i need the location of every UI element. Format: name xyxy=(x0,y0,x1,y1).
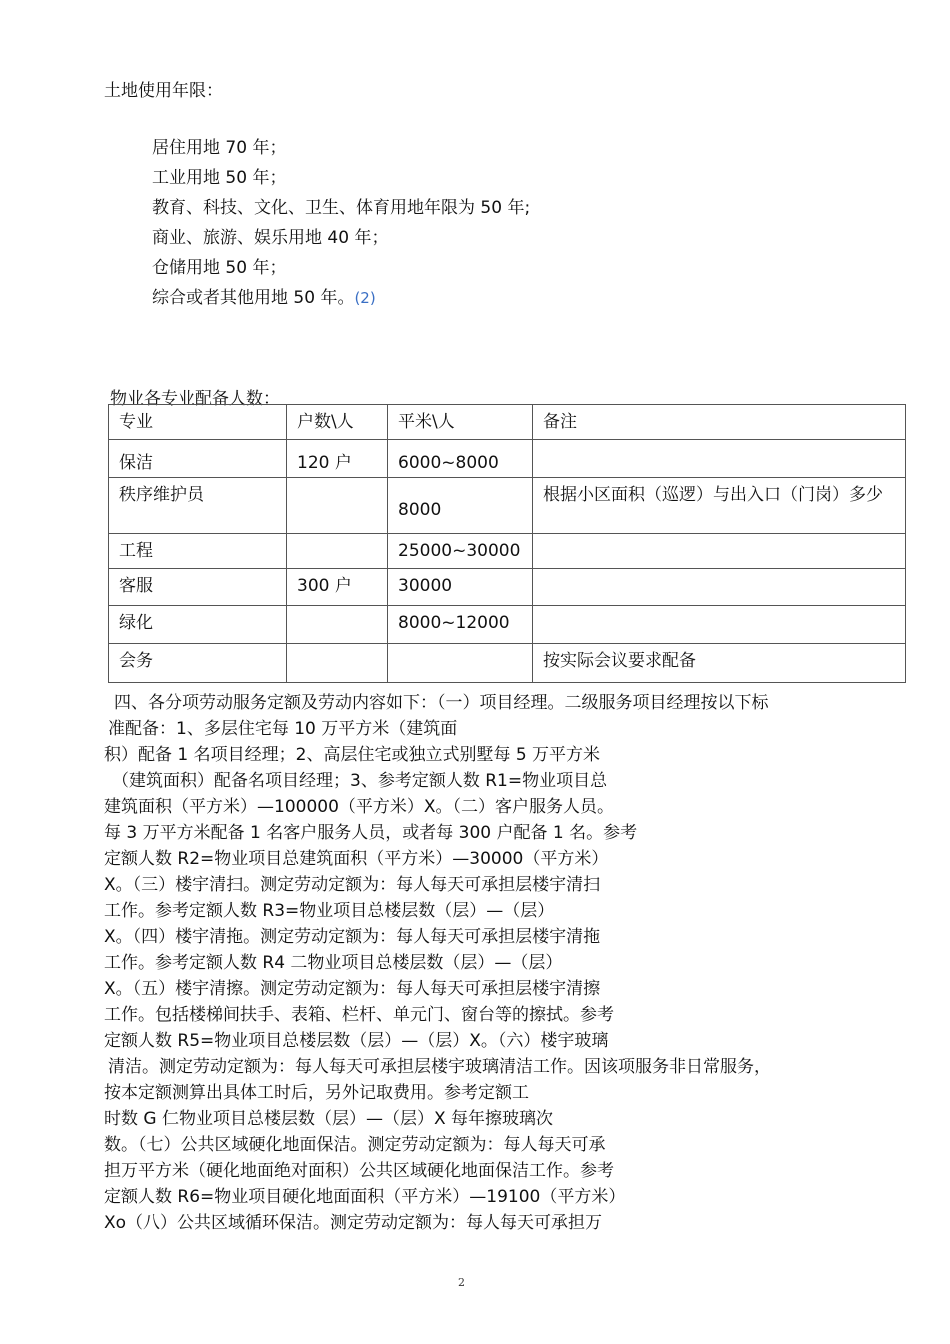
table-cell: 工程 xyxy=(109,534,287,569)
body-line: 时数 G 仁物业项目总楼层数（层）—（层）X 每年擦玻璃次 xyxy=(104,1109,554,1129)
table-cell xyxy=(287,478,388,534)
table-cell: 6000~8000 xyxy=(388,440,533,478)
body-line: 工作。参考定额人数 R3=物业项目总楼层数（层）—（层） xyxy=(104,901,555,921)
table-cell: 30000 xyxy=(388,569,533,606)
page-number: 2 xyxy=(458,1276,465,1289)
table-cell: 会务 xyxy=(109,644,287,683)
land-use-item: 工业用地 50 年； xyxy=(152,168,287,188)
land-use-item-text: 综合或者其他用地 50 年。 xyxy=(152,288,355,308)
table-cell: 客服 xyxy=(109,569,287,606)
land-use-heading: 土地使用年限： xyxy=(104,81,223,101)
header-cell: 平米\人 xyxy=(388,405,533,440)
body-line: 准配备：1、多层住宅每 10 万平方米（建筑面 xyxy=(108,719,458,739)
header-cell: 专业 xyxy=(109,405,287,440)
table-cell xyxy=(533,534,906,569)
body-line: 每 3 万平方米配备 1 名客户服务人员，或者每 300 户配备 1 名。参考 xyxy=(104,823,638,843)
land-use-item: 居住用地 70 年； xyxy=(152,138,287,158)
body-line: 定额人数 R2=物业项目总建筑面积（平方米）—30000（平方米） xyxy=(104,849,609,869)
table-cell xyxy=(533,606,906,644)
body-line: 建筑面积（平方米）—100000（平方米）X。（二）客户服务人员。 xyxy=(104,797,615,817)
header-cell: 户数\人 xyxy=(287,405,388,440)
table-cell: 秩序维护员 xyxy=(109,478,287,534)
body-line: （建筑面积）配备名项目经理；3、参考定额人数 R1=物业项目总 xyxy=(112,771,608,791)
body-line: 担万平方米（硬化地面绝对面积）公共区域硬化地面保洁工作。参考 xyxy=(104,1161,614,1181)
body-line: 积）配备 1 名项目经理；2、高层住宅或独立式别墅每 5 万平方米 xyxy=(104,745,601,765)
table-header-row xyxy=(109,405,906,440)
footnote-reference[interactable]: (2) xyxy=(354,289,376,307)
body-line: Xo（八）公共区域循环保洁。测定劳动定额为：每人每天可承担万 xyxy=(104,1213,603,1233)
table-row xyxy=(109,606,906,644)
body-line: X。（四）楼宇清拖。测定劳动定额为：每人每天可承担层楼宇清拖 xyxy=(104,927,601,947)
body-line: 工作。参考定额人数 R4 二物业项目总楼层数（层）—（层） xyxy=(104,953,563,973)
body-line: X。（三）楼宇清扫。测定劳动定额为：每人每天可承担层楼宇清扫 xyxy=(104,875,601,895)
table-row xyxy=(109,569,906,606)
staffing-table xyxy=(108,404,906,683)
header-cell: 备注 xyxy=(533,405,906,440)
table-cell: 25000~30000 xyxy=(388,534,533,569)
table-cell xyxy=(287,644,388,683)
body-line: X。（五）楼宇清擦。测定劳动定额为：每人每天可承担层楼宇清擦 xyxy=(104,979,601,999)
table-cell xyxy=(388,644,533,683)
table-cell xyxy=(533,569,906,606)
body-line: 工作。包括楼梯间扶手、表箱、栏杆、单元门、窗台等的擦拭。参考 xyxy=(104,1005,614,1025)
land-use-item-last xyxy=(152,283,376,308)
table-row xyxy=(109,534,906,569)
table-cell: 300 户 xyxy=(287,569,388,606)
table-row xyxy=(109,644,906,683)
table-cell xyxy=(533,440,906,478)
body-line: 数。（七）公共区域硬化地面保洁。测定劳动定额为：每人每天可承 xyxy=(104,1135,606,1155)
body-line: 定额人数 R6=物业项目硬化地面面积（平方米）—19100（平方米） xyxy=(104,1187,626,1207)
table-cell: 保洁 xyxy=(109,440,287,478)
table-cell: 根据小区面积（巡逻）与出入口（门岗）多少 xyxy=(533,478,906,534)
table-cell: 120 户 xyxy=(287,440,388,478)
table-cell: 绿化 xyxy=(109,606,287,644)
table-row xyxy=(109,440,906,478)
table-row xyxy=(109,478,906,534)
body-line: 清洁。测定劳动定额为：每人每天可承担层楼宇玻璃清洁工作。因该项服务非日常服务， xyxy=(108,1057,771,1077)
body-line: 定额人数 R5=物业项目总楼层数（层）—（层）X。（六）楼宇玻璃 xyxy=(104,1031,609,1051)
body-line: 四、各分项劳动服务定额及劳动内容如下：（一）项目经理。二级服务项目经理按以下标 xyxy=(114,693,769,713)
land-use-item: 商业、旅游、娱乐用地 40 年； xyxy=(152,228,389,248)
table-cell xyxy=(287,534,388,569)
table-cell: 8000~12000 xyxy=(388,606,533,644)
staffing-heading: 物业各专业配备人数： xyxy=(110,389,280,409)
table-cell: 按实际会议要求配备 xyxy=(533,644,906,683)
body-line: 按本定额测算出具体工时后，另外记取费用。参考定额工 xyxy=(104,1083,529,1103)
land-use-item: 教育、科技、文化、卫生、体育用地年限为 50 年; xyxy=(152,198,531,218)
land-use-item: 仓储用地 50 年； xyxy=(152,258,287,278)
table-cell xyxy=(287,606,388,644)
table-cell: 8000 xyxy=(388,478,533,534)
